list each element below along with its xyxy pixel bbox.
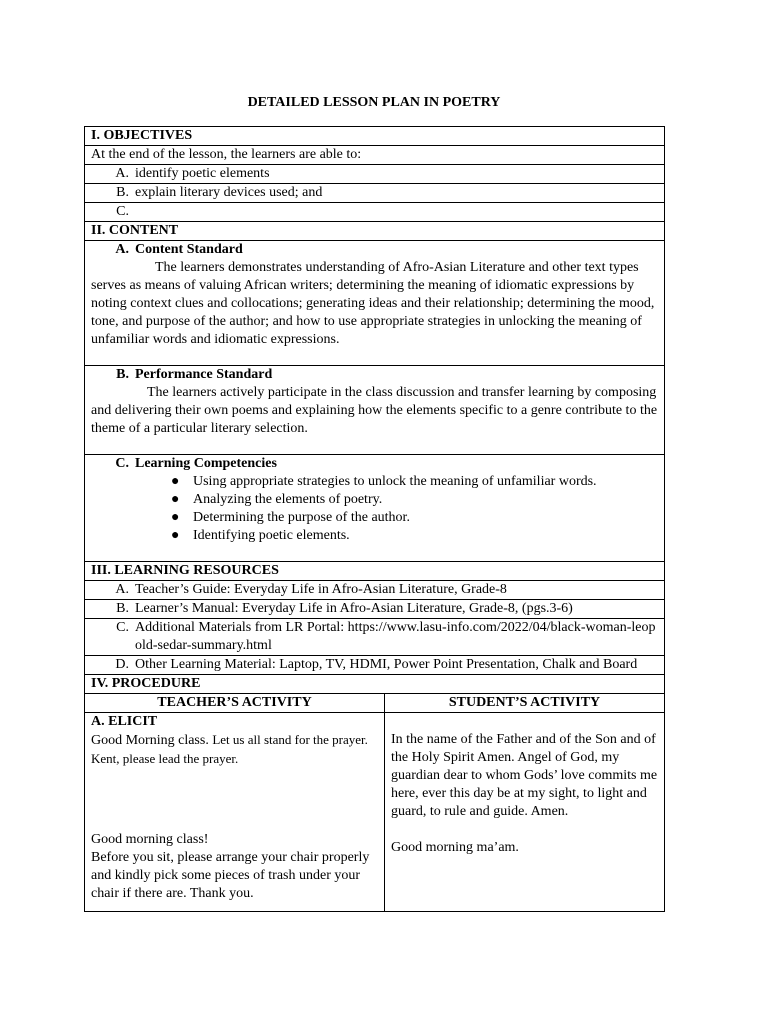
objective-label: B. [116, 185, 129, 200]
objective-item [85, 203, 665, 222]
competency-text: Identifying poetic elements. [193, 528, 350, 543]
resource-label: B. [116, 601, 129, 616]
performance-standard-label: B. [116, 367, 129, 382]
performance-standard-title: Performance Standard [135, 367, 273, 382]
learning-competencies-title: Learning Competencies [135, 456, 277, 471]
teacher-prayer-instruction: Let us all stand for the prayer. Kent, please lead the prayer. [91, 732, 368, 766]
student-activity-cell [385, 713, 665, 912]
elicit-heading: A. ELICIT [91, 714, 158, 729]
competency-item [91, 473, 658, 491]
resource-label: A. [115, 582, 129, 597]
student-prayer: In the name of the Father and of the Son and of the Holy Spirit Amen. Angel of God, my guardian dear to whom Gods’ love commits me here, ever this day be at my sight, to light and guard, to rule and guide. Amen. [391, 732, 658, 819]
student-greeting: Good morning ma’am. [391, 840, 519, 855]
competency-item [91, 527, 658, 545]
bullet-icon: ● [171, 474, 180, 489]
resource-label: C. [116, 620, 129, 635]
competency-item [91, 491, 658, 509]
resource-item [85, 656, 665, 675]
spacer [91, 769, 378, 831]
learning-competencies-section [85, 455, 665, 562]
spacer [391, 713, 658, 731]
document-title: DETAILED LESSON PLAN IN POETRY [247, 95, 501, 110]
objective-label: A. [115, 166, 129, 181]
bullet-icon: ● [171, 492, 180, 507]
bullet-icon: ● [171, 528, 180, 543]
competency-text: Analyzing the elements of poetry. [193, 492, 383, 507]
teacher-greeting-text: Good Morning class. [91, 733, 209, 748]
performance-standard-text: The learners actively participate in the class discussion and transfer learning by composing and delivering their own poems and explaining how the elements specific to a genre contribute to the theme of a particular literary selection. [91, 385, 658, 436]
teacher-greeting [91, 731, 378, 769]
spacer [391, 821, 658, 839]
resource-text: Additional Materials from LR Portal: https://www.lasu-info.com/2022/04/black-woman-leopold-sedar-summary.html [135, 620, 656, 653]
teacher-greeting-2: Good morning class! [91, 832, 209, 847]
resource-item [85, 581, 665, 600]
objective-item [85, 165, 665, 184]
resource-text: Teacher’s Guide: Everyday Life in Afro-Asian Literature, Grade-8 [135, 582, 507, 597]
teacher-instruction: Before you sit, please arrange your chair properly and kindly pick some pieces of trash under your chair if there are. Thank you. [91, 850, 370, 901]
objective-label: C. [116, 204, 129, 219]
resource-text: Other Learning Material: Laptop, TV, HDMI, Power Point Presentation, Chalk and Board [135, 657, 638, 672]
competency-text: Using appropriate strategies to unlock the meaning of unfamiliar words. [193, 474, 597, 489]
performance-standard-section [85, 366, 665, 455]
objectives-heading: I. OBJECTIVES [85, 127, 665, 146]
student-activity-header: STUDENT’S ACTIVITY [385, 694, 665, 713]
content-standard-label: A. [115, 242, 129, 257]
procedure-heading: IV. PROCEDURE [85, 675, 665, 694]
content-standard-section [85, 241, 665, 366]
teacher-activity-header: TEACHER’S ACTIVITY [85, 694, 385, 713]
resource-label: D. [115, 657, 129, 672]
lesson-plan-table [84, 126, 665, 912]
objective-text: explain literary devices used; and [135, 185, 323, 200]
teacher-activity-cell [85, 713, 385, 912]
resource-item [85, 600, 665, 619]
objective-text: identify poetic elements [135, 166, 270, 181]
resource-item [85, 619, 665, 656]
learning-competencies-label: C. [115, 456, 129, 471]
content-standard-text: The learners demonstrates understanding of Afro-Asian Literature and other text types serves as means of valuing African writers; determining the meaning of idiomatic expressions by noting context clues and collocations; generating ideas and their relationship; determining the mood, tone, and purpose of the author; and how to use appropriate strategies in unlocking the meaning of unfamiliar words and idiomatic expressions. [91, 260, 655, 347]
resources-heading: III. LEARNING RESOURCES [85, 562, 665, 581]
content-standard-title: Content Standard [135, 242, 243, 257]
competency-item [91, 509, 658, 527]
competency-text: Determining the purpose of the author. [193, 510, 410, 525]
objective-item [85, 184, 665, 203]
content-heading: II. CONTENT [85, 222, 665, 241]
resource-text: Learner’s Manual: Everyday Life in Afro-Asian Literature, Grade-8, (pgs.3-6) [135, 601, 573, 616]
objectives-intro: At the end of the lesson, the learners are able to: [85, 146, 665, 165]
bullet-icon: ● [171, 510, 180, 525]
